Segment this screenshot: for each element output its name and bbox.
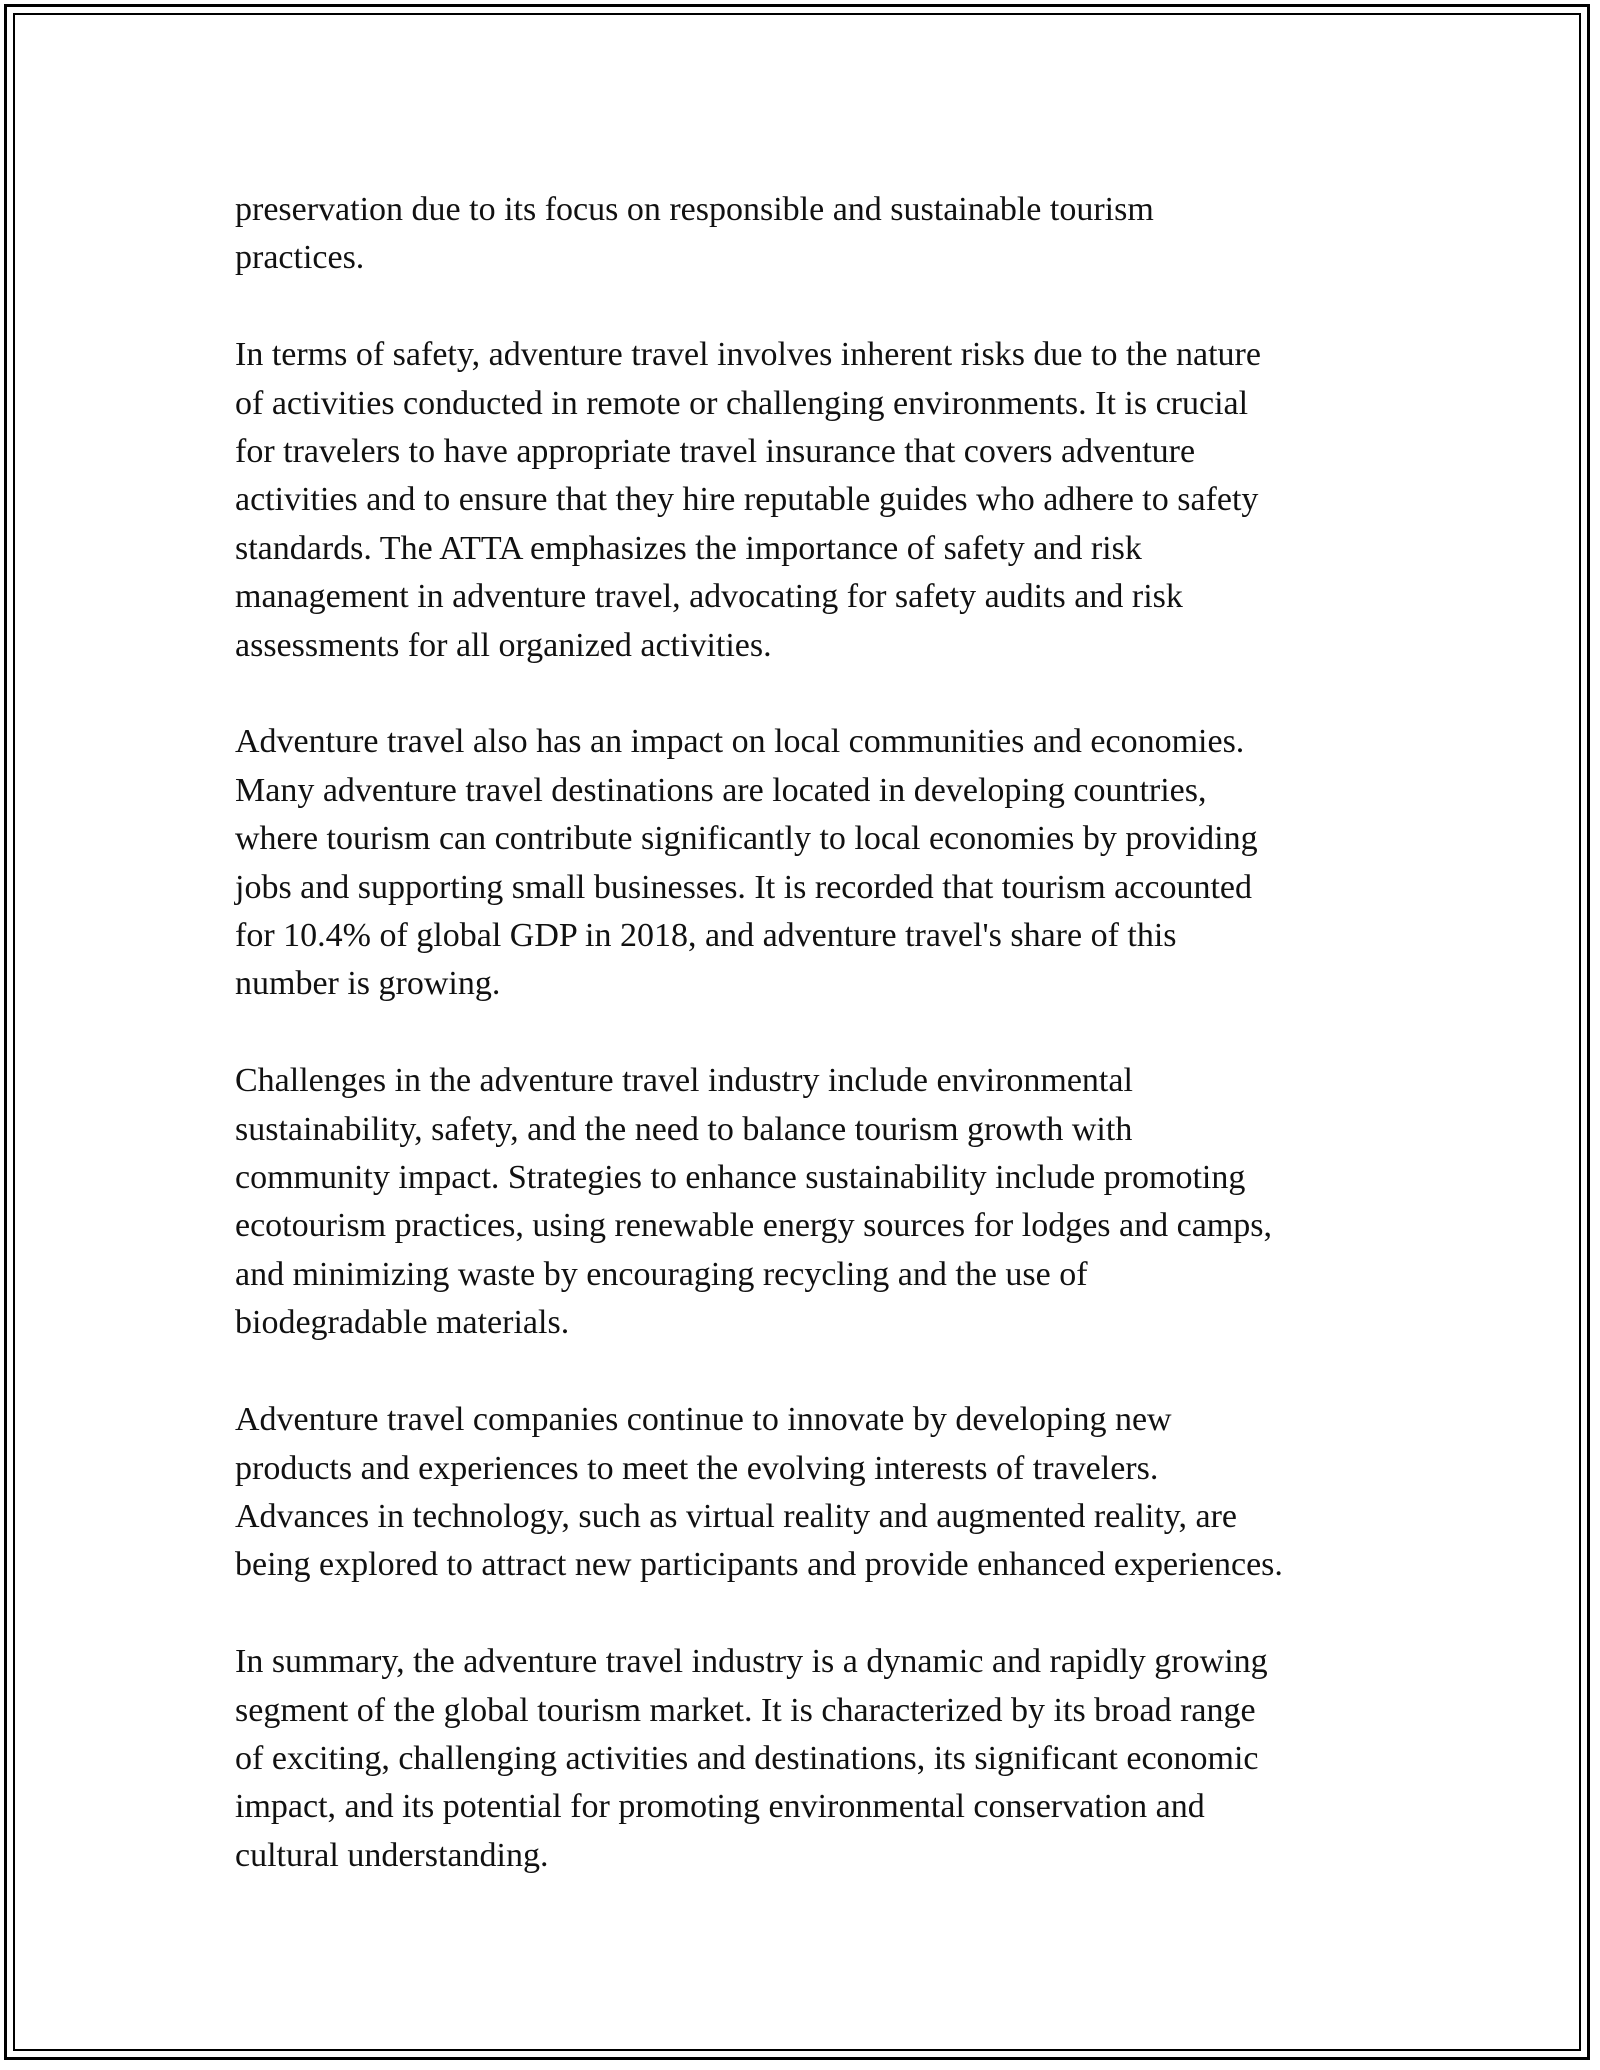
paragraph-local-communities: Adventure travel also has an impact on local communities and economies. Many adventure travel destinations are located in developing countries, where tourism can contribute significantly to local economies by providing jobs and supporting small businesses. It is recorded that tourism accounted for 10.4% of global GDP in 2018, and adventure travel's share of this number is growing. bbox=[235, 723, 1258, 1003]
paragraph-preservation: preservation due to its focus on responsible and sustainable tourism practices. bbox=[235, 191, 1154, 277]
paragraph-summary: In summary, the adventure travel industry is a dynamic and rapidly growing segment of the global tourism market. It is characterized by its broad range of exciting, challenging activities and destinations, its significant economic impact, and its potential for promoting environmental conservation and cultural understanding. bbox=[235, 1643, 1268, 1874]
paragraph-safety: In terms of safety, adventure travel involves inherent risks due to the nature of activities conducted in remote or challenging environments. It is crucial for travelers to have appropriate travel insurance that covers adventure activities and to ensure that they hire reputable guides who adhere to safety standards. The ATTA emphasizes the importance of safety and risk management in adventure travel, advocating for safety audits and risk assessments for all organized activities. bbox=[235, 336, 1261, 664]
paragraph-innovation: Adventure travel companies continue to innovate by developing new products and experiences to meet the evolving interests of travelers. Advances in technology, such as virtual reality and augmented reality, are being explored to attract new participants and provide enhanced experiences. bbox=[235, 1401, 1283, 1584]
document-body bbox=[235, 186, 1415, 1880]
paragraph-challenges: Challenges in the adventure travel industry include environmental sustainability, safety, and the need to balance tourism growth with community impact. Strategies to enhance sustainability include promoting ecotourism practices, using renewable energy sources for lodges and camps, and minimizing waste by encouraging recycling and the use of biodegradable materials. bbox=[235, 1062, 1272, 1342]
